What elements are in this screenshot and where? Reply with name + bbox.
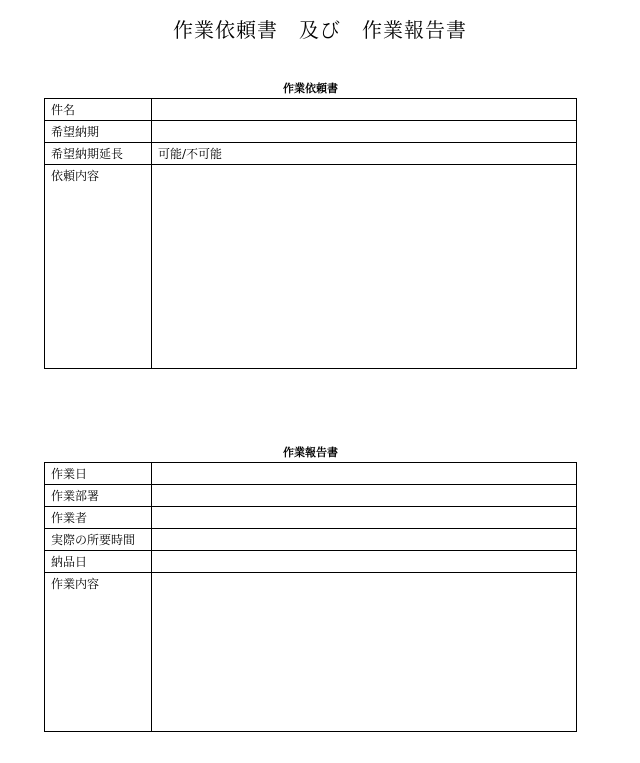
worker-label: 作業者 — [45, 507, 152, 529]
table-row — [45, 507, 577, 529]
report-section-title: 作業報告書 — [283, 446, 338, 459]
delivery-date-field[interactable] — [152, 551, 577, 573]
request-details-field[interactable] — [152, 165, 577, 369]
deadline-extension-field[interactable]: 可能/不可能 — [152, 143, 577, 165]
report-form-table — [44, 462, 577, 732]
actual-time-field[interactable] — [152, 529, 577, 551]
table-row — [45, 573, 577, 732]
work-date-label: 作業日 — [45, 463, 152, 485]
table-row — [45, 529, 577, 551]
work-department-label: 作業部署 — [45, 485, 152, 507]
subject-field[interactable] — [152, 99, 577, 121]
table-row — [45, 143, 577, 165]
table-row — [45, 99, 577, 121]
worker-field[interactable] — [152, 507, 577, 529]
delivery-date-label: 納品日 — [45, 551, 152, 573]
table-row — [45, 485, 577, 507]
work-department-field[interactable] — [152, 485, 577, 507]
table-row — [45, 121, 577, 143]
desired-deadline-label: 希望納期 — [45, 121, 152, 143]
request-details-label: 依頼内容 — [45, 165, 152, 369]
document-title: 作業依頼書 及び 作業報告書 — [173, 18, 467, 42]
deadline-extension-label: 希望納期延長 — [45, 143, 152, 165]
actual-time-label: 実際の所要時間 — [45, 529, 152, 551]
request-section-title: 作業依頼書 — [283, 82, 338, 95]
work-date-field[interactable] — [152, 463, 577, 485]
subject-label: 件名 — [45, 99, 152, 121]
table-row — [45, 463, 577, 485]
work-details-field[interactable] — [152, 573, 577, 732]
table-row — [45, 165, 577, 369]
desired-deadline-field[interactable] — [152, 121, 577, 143]
work-details-label: 作業内容 — [45, 573, 152, 732]
request-form-table — [44, 98, 577, 369]
table-row — [45, 551, 577, 573]
